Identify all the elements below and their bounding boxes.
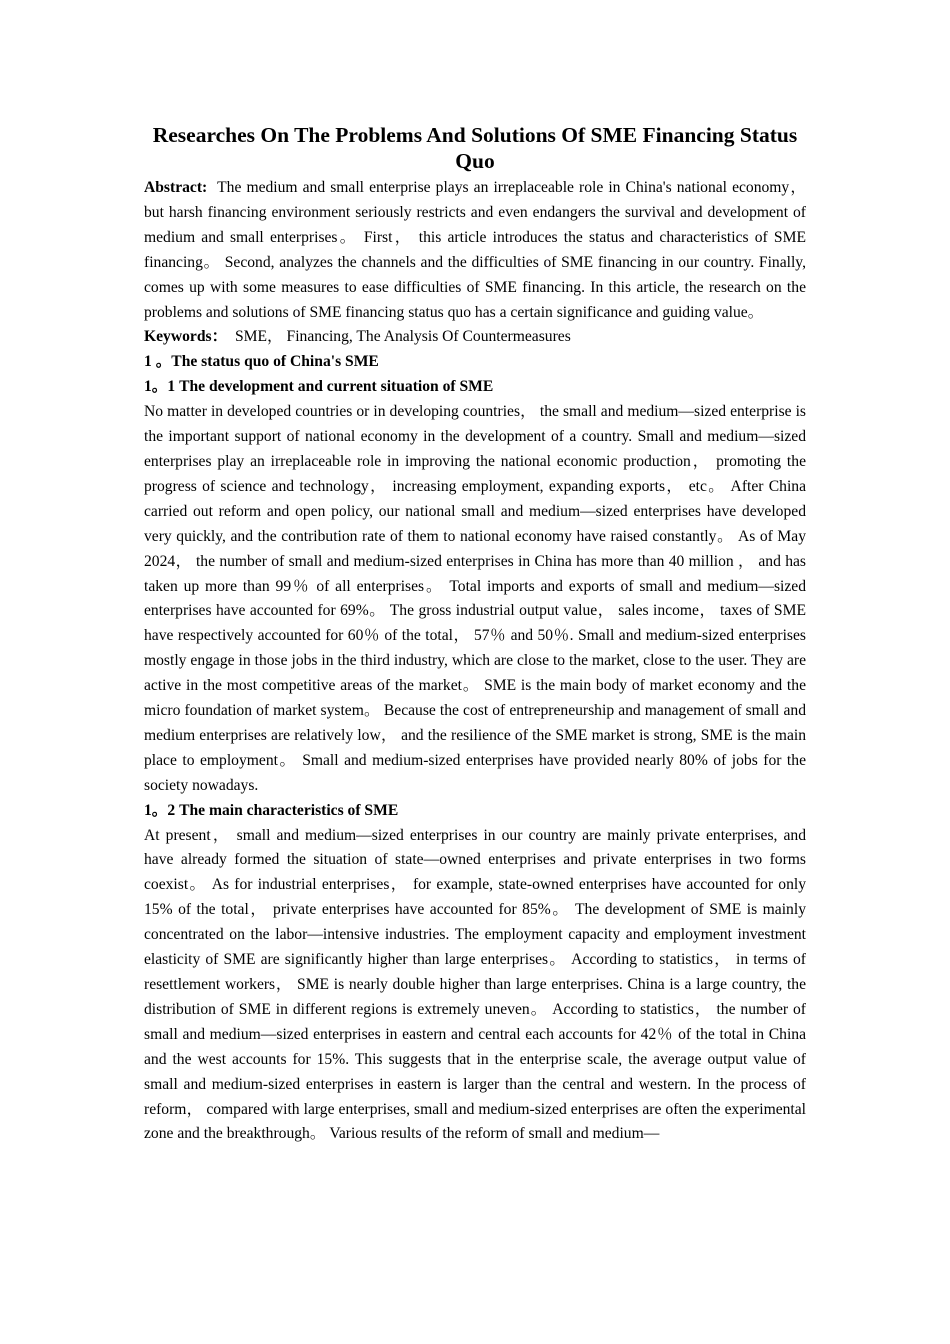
body-paragraph: No matter in developed countries or in developing countries， the small and medium—sized enterprise is the important support of national economy in the development of a country. Small and medium—sized enterprises play an irreplaceable role in improving the national economic production， promoting the progress of science and technology， increasing employment, expanding exports， etc。 After China carried out reform and open policy, our national small and medium—sized enterprises have developed very quickly, and the contribution rate of them to national economy have raised constantly。 As of May 2024， the number of small and medium-sized enterprises in China has more than 40 million ， and has taken up more than 99％ of all enterprises。 Total imports and exports of small and medium—sized enterprises have accounted for 69%。 The gross industrial output value， sales income， taxes of SME have respectively accounted for 60％ of the total， 57％ and 50％. Small and medium-sized enterprises mostly engage in those jobs in the third industry, which are close to the market, close to the user. They are active in the most competitive areas of the market。 SME is the main body of market economy and the micro foundation of market system。 Because the cost of entrepreneurship and management of small and medium enterprises are relatively low， and the resilience of the SME market is strong, SME is the main place to employment。 Small and medium-sized enterprises have provided nearly 80% of jobs for the society nowadays. bbox=[144, 403, 806, 794]
keywords-text: SME， Financing, The Analysis Of Countermeasures bbox=[234, 328, 571, 346]
section-heading: 1 。The status quo of China's SME bbox=[144, 353, 379, 371]
keywords-label: Keywords： bbox=[144, 328, 228, 346]
abstract-text: The medium and small enterprise plays an irreplaceable role in China's national economy， but harsh financing environment seriously restricts and even endangers the survival and development of medium and small enterprises。 First， this article introduces the status and characteristics of SME financing。 Second, analyzes the channels and the difficulties of SME financing in our country. Finally, comes up with some measures to ease difficulties of SME financing. In this article, the research on the problems and solutions of SME financing status quo has a certain significance and guiding value。 bbox=[144, 179, 807, 321]
keywords-paragraph bbox=[144, 325, 806, 350]
abstract-paragraph bbox=[144, 176, 806, 325]
subsection-heading: 1。2 The main characteristics of SME bbox=[144, 801, 399, 819]
subsection-heading: 1。1 The development and current situation of SME bbox=[144, 378, 494, 396]
abstract-label: Abstract: bbox=[144, 179, 208, 196]
document-page bbox=[144, 122, 806, 1147]
paper-title: Researches On The Problems And Solutions Of SME Financing Status Quo bbox=[152, 123, 798, 173]
body-paragraph: At present， small and medium—sized enterprises in our country are mainly private enterprises, and have already formed the situation of state—owned enterprises and private enterprises in two forms coexist。 As for industrial enterprises， for example, state-owned enterprises have accounted for only 15% of the total， private enterprises have accounted for 85%。 The development of SME is mainly concentrated on the labor—intensive industries. The employment capacity and employment investment elasticity of SME are significantly higher than large enterprises。 According to statistics， in terms of resettlement workers， SME is nearly double higher than large enterprises. China is a large country, the distribution of SME in different regions is extremely uneven。 According to statistics， the number of small and medium—sized enterprises in eastern and central each accounts for 42％ of the total in China and the west accounts for 15%. This suggests that in the enterprise scale, the average output value of small and medium-sized enterprises in eastern is larger than the central and western. In the process of reform， compared with large enterprises, small and medium-sized enterprises are often the experimental zone and the breakthrough。 Various results of the reform of small and medium— bbox=[144, 826, 806, 1143]
